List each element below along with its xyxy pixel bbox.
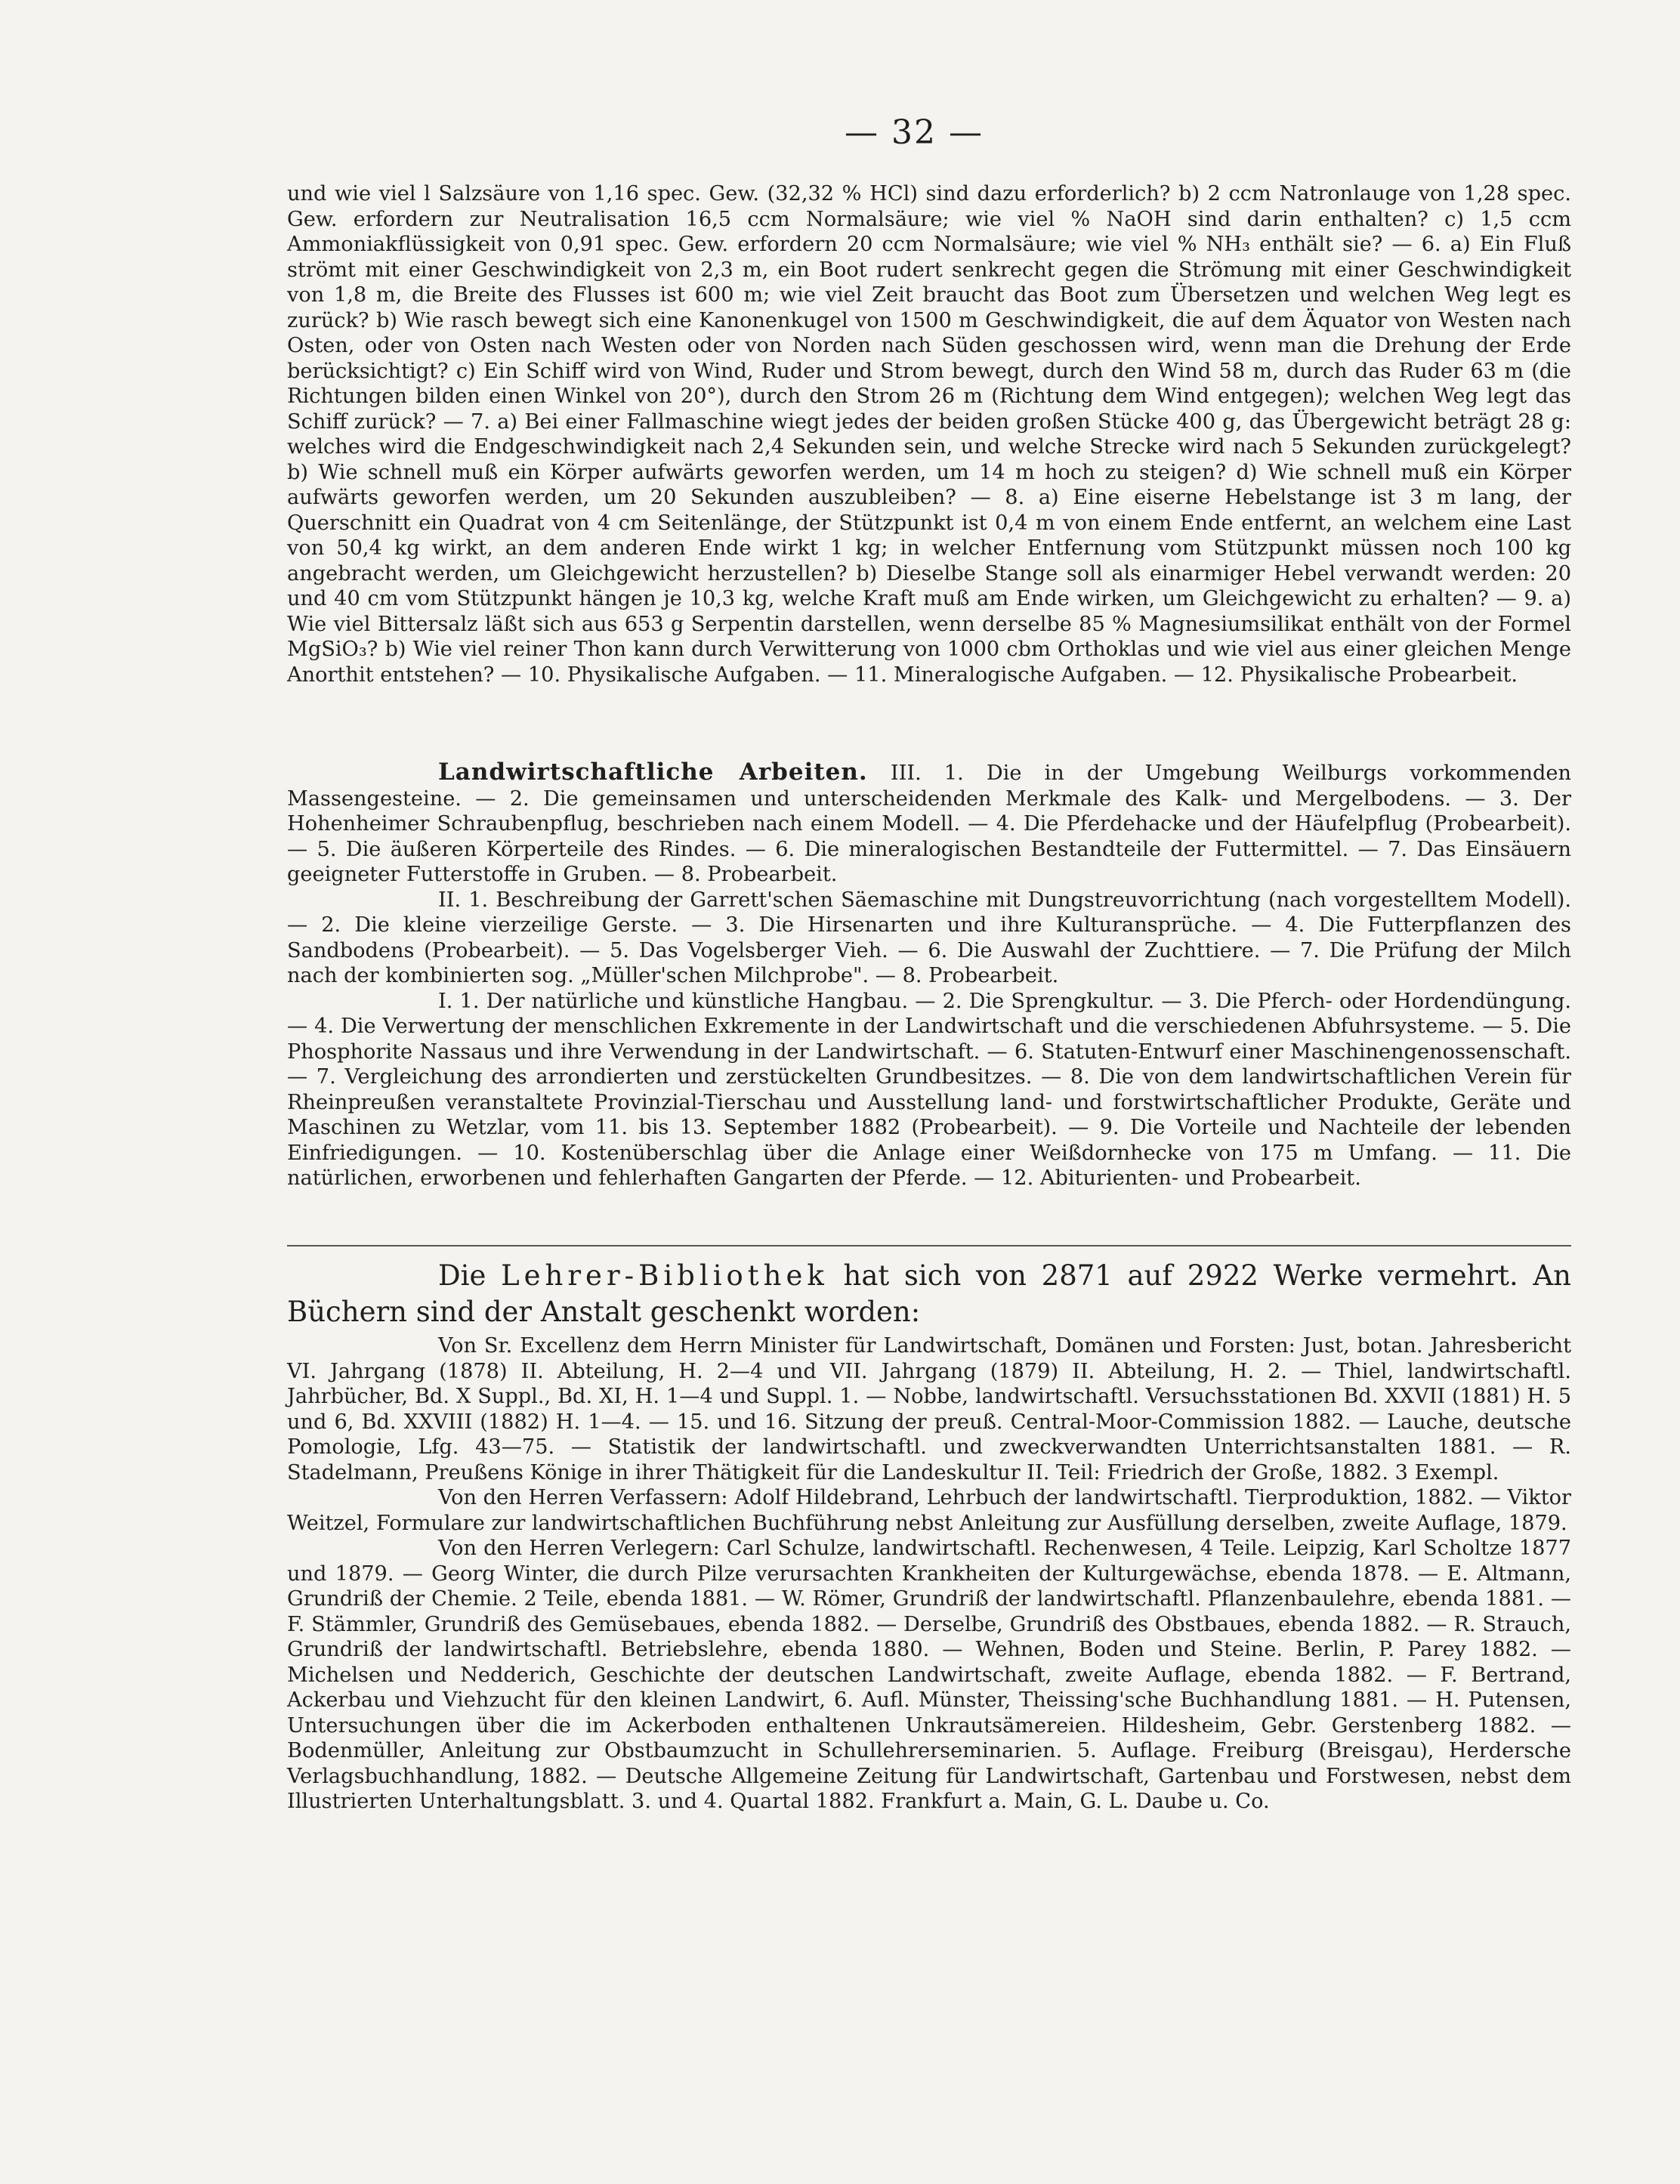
agri-section-title: Landwirtschaftliche Arbeiten. [438, 758, 868, 786]
library-heading-pre: Die [438, 1259, 502, 1292]
library-heading [287, 1258, 1571, 1330]
library-donations-authors: Von den Herren Verfassern: Adolf Hildebrand, Lehrbuch der landwirtschaftl. Tierproduktion, 1882. — Viktor Weitzel, Formulare zur landwirtschaftlichen Buchführung nebst Anleitung zur Ausfüllung derselben, zweite Auflage, 1879. [287, 1486, 1571, 1535]
agricultural-works-section [287, 760, 1571, 1191]
agri-class-ii-text: II. 1. Beschreibung der Garrett'schen Säemaschine mit Dungstreuvorrichtung (nach vorgestelltem Modell). — 2. Die kleine vierzeilige Gerste. — 3. Die Hirsenarten und ihre Kulturansprüche. — 4. Die Futterpflanzen des Sandbodens (Probearbeit). — 5. Das Vogelsberger Vieh. — 6. Die Auswahl der Zuchttiere. — 7. Die Prüfung der Milch nach der kombinierten sog. „Müller'schen Milchprobe". — 8. Probearbeit. [287, 888, 1571, 987]
agri-class-iii-text: III. 1. Die in der Umgebung Weilburgs vorkommenden Massengesteine. — 2. Die gemeinsamen und unterscheidenden Merkmale des Kalk- und Mergelbodens. — 3. Der Hohenheimer Schraubenpflug, beschrieben nach einem Modell. — 4. Die Pferdehacke und der Häufelpflug (Probearbeit). — 5. Die äußeren Körperteile des Rindes. — 6. Die mineralogischen Bestandteile der Futtermittel. — 7. Das Einsäuern geeigneter Futterstoffe in Gruben. — 8. Probearbeit. [287, 761, 1571, 886]
library-heading-post: hat sich von 2871 auf 2922 Werke vermehrt. An Büchern sind der Anstalt geschenkt worden: [287, 1259, 1572, 1328]
library-section [287, 1258, 1571, 1815]
agri-class-i-text: I. 1. Der natürliche und künstliche Hangbau. — 2. Die Sprengkultur. — 3. Die Pferch- oder Hordendüngung. — 4. Die Verwertung der menschlichen Exkremente in der Landwirtschaft und die verschiedenen Abfuhrsysteme. — 5. Die Phosphorite Nassaus und ihre Verwendung in der Landwirtschaft. — 6. Statuten-Entwurf einer Maschinengenossenschaft. — 7. Vergleichung des arrondierten und zerstückelten Grundbesitzes. — 8. Die von dem landwirtschaftlichen Verein für Rheinpreußen veranstaltete Provinzial-Tierschau und Ausstellung land- und forstwirtschaftlicher Produkte, Geräte und Maschinen zu Wetzlar, vom 11. bis 13. September 1882 (Probearbeit). — 9. Die Vorteile und Nachteile der lebenden Einfriedigungen. — 10. Kostenüberschlag über die Anlage einer Weißdornhecke von 175 m Umfang. — 11. Die natürlichen, erworbenen und fehlerhaften Gangarten der Pferde. — 12. Abiturienten- und Probearbeit. [287, 989, 1571, 1190]
section-divider [287, 1245, 1571, 1246]
agri-class-iii [287, 760, 1571, 888]
physics-assignments-text: und wie viel l Salzsäure von 1,16 spec. Gew. (32,32 % HCl) sind dazu erforderlich? b) 2 ccm Natronlauge von 1,28 spec. Gew. erfordern zur Neutralisation 16,5 ccm Normalsäure; wie viel % NaOH sind darin enthalten? c) 1,5 ccm Ammoniakflüssigkeit von 0,91 spec. Gew. erfordern 20 ccm Normalsäure; wie viel % NH₃ enthält sie? — 6. a) Ein Fluß strömt mit einer Geschwindigkeit von 2,3 m, ein Boot rudert senkrecht gegen die Strömung mit einer Geschwindigkeit von 1,8 m, die Breite des Flusses ist 600 m; wie viel Zeit braucht das Boot zum Übersetzen und welchen Weg legt es zurück? b) Wie rasch bewegt sich eine Kanonenkugel von 1500 m Geschwindigkeit, die auf dem Äquator von Westen nach Osten, oder von Osten nach Westen oder von Norden nach Süden geschossen wird, wenn man die Drehung der Erde berücksichtigt? c) Ein Schiff wird von Wind, Ruder und Strom bewegt, durch den Wind 58 m, durch das Ruder 63 m (die Richtungen bilden einen Winkel von 20°), durch den Strom 26 m (Richtung dem Wind entgegen); welchen Weg legt das Schiff zurück? — 7. a) Bei einer Fallmaschine wiegt jedes der beiden großen Stücke 400 g, das Übergewicht beträgt 28 g: welches wird die Endgeschwindigkeit nach 2,4 Sekunden sein, und welche Strecke wird nach 5 Sekunden zurückgelegt? b) Wie schnell muß ein Körper aufwärts geworfen werden, um 14 m hoch zu steigen? d) Wie schnell muß ein Körper aufwärts geworfen werden, um 20 Sekunden auszubleiben? — 8. a) Eine eiserne Hebelstange ist 3 m lang, der Querschnitt ein Quadrat von 4 cm Seitenlänge, der Stützpunkt ist 0,4 m von einem Ende entfernt, an welchem eine Last von 50,4 kg wirkt, an dem anderen Ende wirkt 1 kg; in welcher Entfernung vom Stützpunkt müssen noch 100 kg angebracht werden, um Gleichgewicht herzustellen? b) Dieselbe Stange soll als einarmiger Hebel verwandt werden: 20 und 40 cm vom Stützpunkt hängen je 10,3 kg, welche Kraft muß am Ende wirken, um Gleichgewicht zu erhalten? — 9. a) Wie viel Bittersalz läßt sich aus 653 g Serpentin darstellen, wenn derselbe 85 % Magnesiumsilikat enthält von der Formel MgSiO₃? b) Wie viel reiner Thon kann durch Verwitterung von 1000 cbm Orthoklas und wie viel aus einer gleichen Menge Anorthit entstehen? — 10. Physikalische Aufgaben. — 11. Mineralogische Aufgaben. — 12. Physikalische Probearbeit. [287, 182, 1571, 687]
library-donations-publishers: Von den Herren Verlegern: Carl Schulze, landwirtschaftl. Rechenwesen, 4 Teile. Leipzig, Karl Scholtze 1877 und 1879. — Georg Winter, die durch Pilze verursachten Krankheiten der Kulturgewächse, ebenda 1878. — E. Altmann, Grundriß der Chemie. 2 Teile, ebenda 1881. — W. Römer, Grundriß der landwirtschaftl. Pflanzenbaulehre, ebenda 1881. — F. Stämmler, Grundriß des Gemüsebaues, ebenda 1882. — Derselbe, Grundriß des Obstbaues, ebenda 1882. — R. Strauch, Grundriß der landwirtschaftl. Betriebslehre, ebenda 1880. — Wehnen, Boden und Steine. Berlin, P. Parey 1882. — Michelsen und Nedderich, Geschichte der deutschen Landwirtschaft, zweite Auflage, ebenda 1882. — F. Bertrand, Ackerbau und Viehzucht für den kleinen Landwirt, 6. Aufl. Münster, Theissing'sche Buchhandlung 1881. — H. Putensen, Untersuchungen über die im Ackerboden enthaltenen Unkrautsämereien. Hildesheim, Gebr. Gerstenberg 1882. — Bodenmüller, Anleitung zur Obstbaumzucht in Schullehrerseminarien. 5. Auflage. Freiburg (Breisgau), Herdersche Verlagsbuchhandlung, 1882. — Deutsche Allgemeine Zeitung für Landwirtschaft, Gartenbau und Forstwesen, nebst dem Illustrierten Unterhaltungsblatt. 3. und 4. Quartal 1882. Frankfurt a. Main, G. L. Daube u. Co. [287, 1537, 1571, 1813]
physics-assignments-section [287, 181, 1571, 687]
page-number: — 32 — [845, 113, 984, 152]
library-heading-spaced: Lehrer-Bibliothek [501, 1259, 829, 1292]
library-donations-minister: Von Sr. Excellenz dem Herrn Minister für Landwirtschaft, Domänen und Forsten: Just, botan. Jahresbericht VI. Jahrgang (1878) II. Abteilung, H. 2—4 und VII. Jahrgang (1879) II. Abteilung, H. 2. — Thiel, landwirtschaftl. Jahrbücher, Bd. X Suppl., Bd. XI, H. 1—4 und Suppl. 1. — Nobbe, landwirtschaftl. Versuchsstationen Bd. XXVII (1881) H. 5 und 6, Bd. XXVIII (1882) H. 1—4. — 15. und 16. Sitzung der preuß. Central-Moor-Commission 1882. — Lauche, deutsche Pomologie, Lfg. 43—75. — Statistik der landwirtschaftl. und zweckverwandten Unterrichtsanstalten 1881. — R. Stadelmann, Preußens Könige in ihrer Thätigkeit für die Landeskultur II. Teil: Friedrich der Große, 1882. 3 Exempl. [287, 1334, 1571, 1484]
